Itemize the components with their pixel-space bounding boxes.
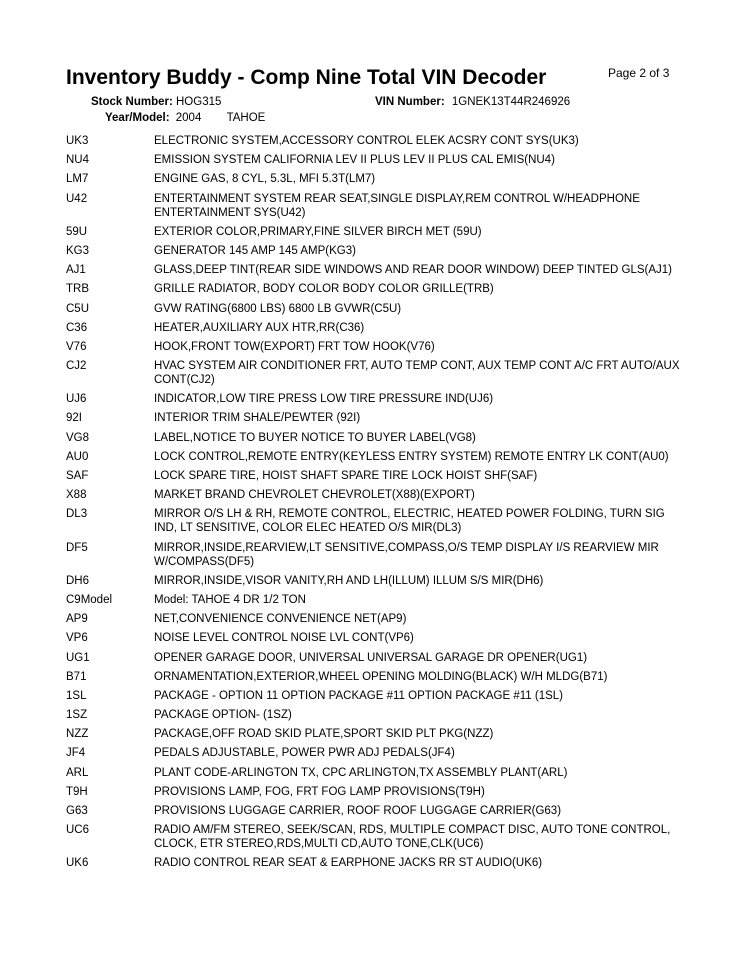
option-description: PROVISIONS LAMP, FOG, FRT FOG LAMP PROVISIONS(T9H) bbox=[154, 785, 485, 798]
option-code: JF4 bbox=[66, 747, 86, 760]
option-code: 1SZ bbox=[66, 709, 88, 722]
option-description: RADIO AM/FM STEREO, SEEK/SCAN, RDS, MULTIPLE COMPACT DISC, AUTO TONE CONTROL, CLOCK, ETR STEREO,RDS,MULTI CD,AUTO TONE,CLK(UC6) bbox=[154, 824, 671, 851]
option-code: TRB bbox=[66, 283, 89, 296]
option-row bbox=[66, 823, 686, 851]
year-value: 2004 bbox=[175, 112, 202, 124]
option-description: ENTERTAINMENT SYSTEM REAR SEAT,SINGLE DISPLAY,REM CONTROL W/HEADPHONE ENTERTAINMENT SYS(U42) bbox=[154, 192, 640, 219]
option-description: ENGINE GAS, 8 CYL, 5.3L, MFI 5.3T(LM7) bbox=[154, 173, 376, 186]
option-description: EMISSION SYSTEM CALIFORNIA LEV II PLUS LEV II PLUS CAL EMIS(NU4) bbox=[154, 154, 555, 167]
option-description: RADIO CONTROL REAR SEAT & EARPHONE JACKS RR ST AUDIO(UK6) bbox=[154, 857, 543, 870]
option-code: VP6 bbox=[66, 632, 88, 645]
option-row bbox=[66, 593, 686, 607]
option-description: LABEL,NOTICE TO BUYER NOTICE TO BUYER LABEL(VG8) bbox=[154, 431, 476, 444]
option-description: ELECTRONIC SYSTEM,ACCESSORY CONTROL ELEK ACSRY CONT SYS(UK3) bbox=[154, 135, 579, 147]
option-code: AP9 bbox=[66, 613, 88, 626]
option-description: EXTERIOR COLOR,PRIMARY,FINE SILVER BIRCH MET (59U) bbox=[154, 225, 482, 238]
option-code: UK6 bbox=[66, 857, 89, 870]
option-code: VG8 bbox=[66, 431, 90, 444]
option-description: GENERATOR 145 AMP 145 AMP(KG3) bbox=[154, 244, 356, 257]
option-row bbox=[66, 153, 686, 167]
option-code: C5U bbox=[66, 302, 90, 315]
option-code: UC6 bbox=[66, 824, 90, 837]
option-row bbox=[66, 856, 686, 870]
option-row bbox=[66, 321, 686, 335]
option-code: T9H bbox=[66, 785, 88, 798]
option-code: NZZ bbox=[66, 728, 89, 741]
option-code: CJ2 bbox=[66, 360, 87, 373]
option-description: GVW RATING(6800 LBS) 6800 LB GVWR(C5U) bbox=[154, 302, 402, 315]
option-row bbox=[66, 746, 686, 760]
option-row bbox=[66, 172, 686, 186]
option-code: C36 bbox=[66, 321, 88, 334]
option-description: PACKAGE - OPTION 11 OPTION PACKAGE #11 OPTION PACKAGE #11 (1SL) bbox=[154, 689, 564, 702]
option-code: UK3 bbox=[66, 135, 89, 147]
option-code: KG3 bbox=[66, 244, 90, 257]
option-row bbox=[66, 359, 686, 387]
vin-number bbox=[375, 96, 570, 108]
option-row bbox=[66, 670, 686, 684]
option-code: AJ1 bbox=[66, 264, 86, 277]
option-code: SAF bbox=[66, 470, 89, 482]
vin-number-label: VIN Number: bbox=[375, 96, 445, 108]
option-row bbox=[66, 282, 686, 296]
option-description: ORNAMENTATION,EXTERIOR,WHEEL OPENING MOLDING(BLACK) W/H MLDG(B71) bbox=[154, 670, 608, 683]
option-description: GRILLE RADIATOR, BODY COLOR BODY COLOR GRILLE(TRB) bbox=[154, 283, 494, 296]
option-description: GLASS,DEEP TINT(REAR SIDE WINDOWS AND REAR DOOR WINDOW) DEEP TINTED GLS(AJ1) bbox=[154, 264, 672, 277]
option-description: Model: TAHOE 4 DR 1/2 TON bbox=[154, 593, 306, 606]
option-code: 1SL bbox=[66, 689, 87, 702]
option-description: MARKET BRAND CHEVROLET CHEVROLET(X88)(EXPORT) bbox=[154, 489, 475, 502]
option-row bbox=[66, 263, 686, 277]
option-row bbox=[66, 507, 686, 535]
option-code: G63 bbox=[66, 805, 88, 817]
option-row bbox=[66, 804, 686, 818]
report-title: Inventory Buddy - Comp Nine Total VIN Decoder bbox=[66, 66, 547, 89]
option-row bbox=[66, 766, 686, 780]
option-code: 59U bbox=[66, 225, 88, 238]
option-row bbox=[66, 785, 686, 799]
model-value: TAHOE bbox=[226, 112, 266, 124]
option-description: PEDALS ADJUSTABLE, POWER PWR ADJ PEDALS(JF4) bbox=[154, 747, 455, 760]
option-code: V76 bbox=[66, 340, 87, 353]
option-row bbox=[66, 469, 686, 483]
option-description: INTERIOR TRIM SHALE/PEWTER (92I) bbox=[154, 412, 361, 425]
option-code: X88 bbox=[66, 489, 87, 502]
option-row bbox=[66, 244, 686, 258]
year-model-label: Year/Model: bbox=[105, 112, 170, 124]
option-row bbox=[66, 708, 686, 722]
option-row bbox=[66, 612, 686, 626]
option-row bbox=[66, 727, 686, 741]
option-row bbox=[66, 651, 686, 665]
option-description: MIRROR,INSIDE,VISOR VANITY,RH AND LH(ILLUM) ILLUM S/S MIR(DH6) bbox=[154, 574, 544, 587]
option-row bbox=[66, 411, 686, 425]
option-code: UJ6 bbox=[66, 393, 87, 406]
page-number: Page 2 of 3 bbox=[608, 66, 670, 80]
option-row bbox=[66, 431, 686, 445]
option-row bbox=[66, 340, 686, 354]
option-description: INDICATOR,LOW TIRE PRESS LOW TIRE PRESSURE IND(UJ6) bbox=[154, 393, 494, 406]
year-model bbox=[105, 112, 265, 124]
option-row bbox=[66, 392, 686, 406]
option-code: DL3 bbox=[66, 508, 88, 521]
option-code: UG1 bbox=[66, 651, 90, 664]
option-description: HOOK,FRONT TOW(EXPORT) FRT TOW HOOK(V76) bbox=[154, 340, 435, 353]
option-row bbox=[66, 689, 686, 703]
option-description: LOCK SPARE TIRE, HOIST SHAFT SPARE TIRE LOCK HOIST SHF(SAF) bbox=[154, 470, 538, 482]
option-description: PACKAGE OPTION- (1SZ) bbox=[154, 709, 292, 722]
option-row bbox=[66, 541, 686, 569]
option-row bbox=[66, 450, 686, 464]
option-description: PACKAGE,OFF ROAD SKID PLATE,SPORT SKID PLT PKG(NZZ) bbox=[154, 728, 494, 741]
option-row bbox=[66, 225, 686, 239]
option-description: MIRROR,INSIDE,REARVIEW,LT SENSITIVE,COMPASS,O/S TEMP DISPLAY I/S REARVIEW MIR W/COMPASS(DF5) bbox=[154, 541, 659, 568]
option-code: DH6 bbox=[66, 574, 90, 587]
option-row bbox=[66, 192, 686, 220]
option-description: PROVISIONS LUGGAGE CARRIER, ROOF ROOF LUGGAGE CARRIER(G63) bbox=[154, 805, 562, 817]
option-description: MIRROR O/S LH & RH, REMOTE CONTROL, ELECTRIC, HEATED POWER FOLDING, TURN SIG IND, LT SENSITIVE, COLOR ELEC HEATED O/S MIR(DL3) bbox=[154, 508, 665, 535]
option-description: PLANT CODE-ARLINGTON TX, CPC ARLINGTON,TX ASSEMBLY PLANT(ARL) bbox=[154, 766, 568, 779]
option-description: HVAC SYSTEM AIR CONDITIONER FRT, AUTO TEMP CONT, AUX TEMP CONT A/C FRT AUTO/AUX CONT(CJ2) bbox=[154, 360, 680, 387]
option-code: NU4 bbox=[66, 154, 90, 167]
option-description: NET,CONVENIENCE CONVENIENCE NET(AP9) bbox=[154, 613, 407, 626]
option-row bbox=[66, 631, 686, 645]
option-code: ARL bbox=[66, 766, 89, 779]
option-row bbox=[66, 302, 686, 316]
option-code: C9Model bbox=[66, 593, 113, 606]
option-code: U42 bbox=[66, 192, 88, 205]
option-description: OPENER GARAGE DOOR, UNIVERSAL UNIVERSAL GARAGE DR OPENER(UG1) bbox=[154, 651, 588, 664]
option-description: HEATER,AUXILIARY AUX HTR,RR(C36) bbox=[154, 321, 365, 334]
option-code: LM7 bbox=[66, 173, 89, 186]
stock-number bbox=[91, 96, 221, 108]
option-code: B71 bbox=[66, 670, 87, 683]
stock-number-value: HOG315 bbox=[176, 96, 222, 108]
option-row bbox=[66, 574, 686, 588]
vin-number-value: 1GNEK13T44R246926 bbox=[451, 96, 571, 108]
option-code: 92I bbox=[66, 412, 82, 425]
option-description: LOCK CONTROL,REMOTE ENTRY(KEYLESS ENTRY SYSTEM) REMOTE ENTRY LK CONT(AU0) bbox=[154, 450, 669, 463]
stock-number-label: Stock Number: bbox=[91, 96, 173, 108]
option-code: DF5 bbox=[66, 541, 88, 554]
option-row bbox=[66, 134, 686, 148]
option-list bbox=[66, 134, 686, 876]
option-row bbox=[66, 488, 686, 502]
option-description: NOISE LEVEL CONTROL NOISE LVL CONT(VP6) bbox=[154, 632, 414, 645]
option-code: AU0 bbox=[66, 450, 89, 463]
